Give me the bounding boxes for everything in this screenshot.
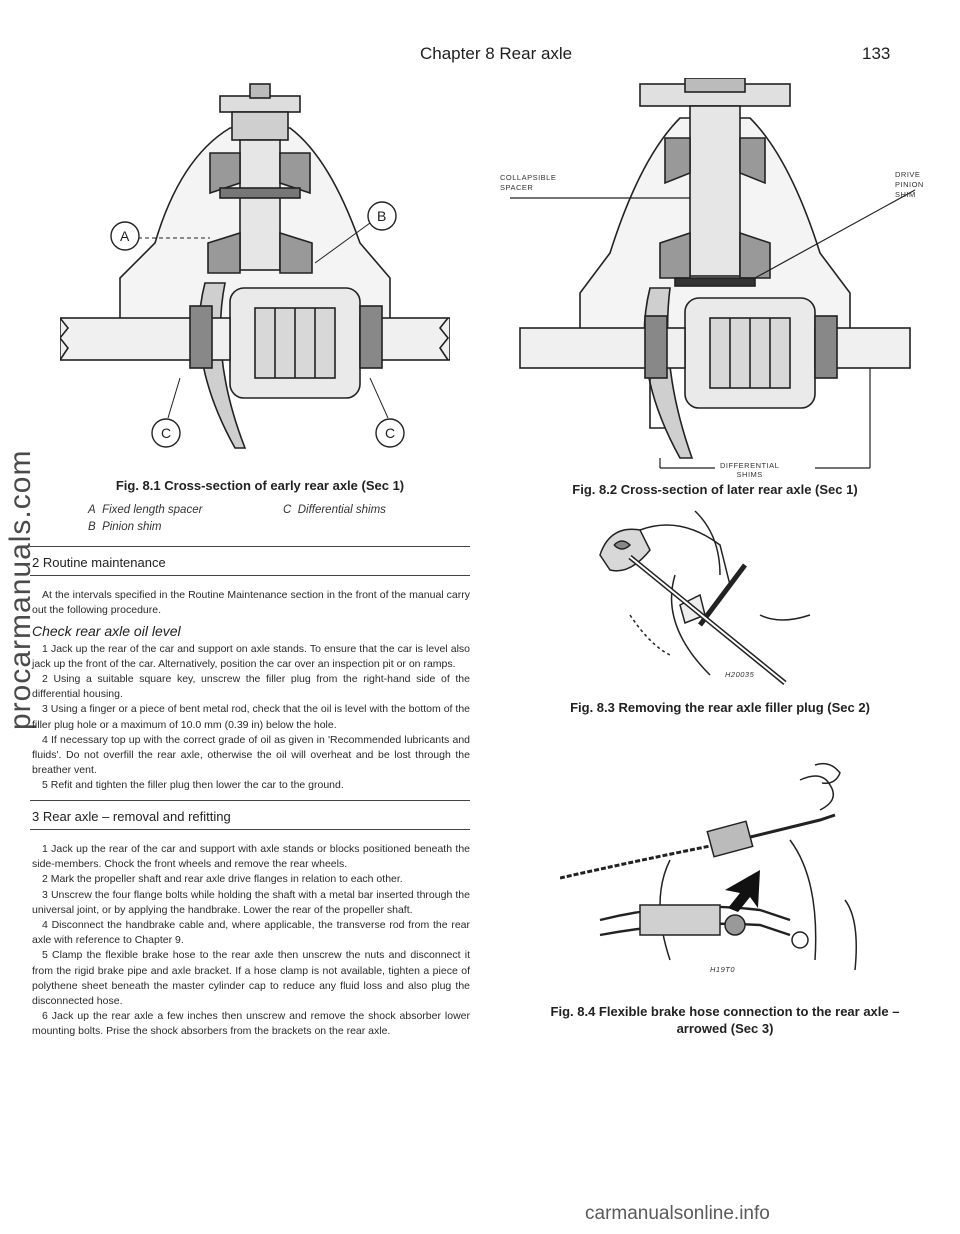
arrow-marker: [725, 870, 760, 912]
brake-hose-connection-drawing: [560, 760, 900, 980]
section-2-subhead: Check rear axle oil level: [32, 623, 181, 640]
section-3-step-6: 6 Jack up the rear axle a few inches then unscrew and remove the shock absorber lower mounting bolts. Prise the shock absorbers from the brackets on the rear axle.: [32, 1010, 470, 1038]
label-b: B: [377, 208, 387, 224]
label-differential-shims: DIFFERENTIAL SHIMS: [720, 461, 780, 479]
early-axle-cross-section-drawing: [60, 78, 450, 458]
label-a: A: [120, 228, 130, 244]
section-2-title: 2 Routine maintenance: [32, 555, 166, 570]
fig-8-4-ref: H19T0: [710, 965, 736, 974]
label-drive-pinion-shim: DRIVE PINION SHIM: [895, 170, 924, 199]
section-2-step-5: 5 Refit and tighten the filler plug then lower the car to the ground.: [42, 779, 344, 792]
fig-8-3-caption: Fig. 8.3 Removing the rear axle filler plug (Sec 2): [570, 700, 870, 715]
section-2-step-2: 2 Using a suitable square key, unscrew the filler plug from the right-hand side of the differential housing.: [32, 673, 470, 701]
section-3-step-2: 2 Mark the propeller shaft and rear axle drive flanges in relation to each other.: [42, 873, 403, 886]
figure-8-3: [570, 505, 870, 690]
section-2-bottom-rule: [30, 575, 470, 576]
label-c-right: C: [385, 425, 396, 441]
section-3-step-1: 1 Jack up the rear of the car and support with axle stands or blocks positioned beneath the side-members. Chock the front wheels and remove the rear wheels.: [32, 843, 470, 871]
figure-8-4: [560, 760, 900, 980]
fig-8-4-caption: Fig. 8.4 Flexible brake hose connection to the rear axle – arrowed (Sec 3): [550, 1004, 900, 1036]
section-2-intro: At the intervals specified in the Routine Maintenance section in the front of the manual carry out the following procedure.: [32, 589, 470, 617]
page-number: 133: [862, 44, 891, 63]
later-axle-cross-section-drawing: [500, 78, 930, 478]
section-2-step-4: 4 If necessary top up with the correct grade of oil as given in 'Recommended lubricants and fluids'. Do not overfill the rear axle, otherwise the oil will overheat and be lost through the breather vent.: [32, 733, 470, 777]
section-3-step-4: 4 Disconnect the handbrake cable and, where applicable, the transverse rod from the rear axle with reference to Chapter 9.: [32, 919, 470, 947]
section-3-step-5: 5 Clamp the flexible brake hose to the rear axle then unscrew the nuts and disconnect it from the rigid brake pipe and axle bracket. If a hose clamp is not available, tighten a piece of polythene sheet beneath the master cylinder cap to reduce any fluid loss and also plug the disconnected hose.: [32, 949, 470, 1008]
section-3-bottom-rule: [30, 829, 470, 830]
legend-item-c: C Differential shims: [283, 504, 386, 516]
section-2-body: [32, 588, 470, 794]
section-3-step-3: 3 Unscrew the four flange bolts while holding the shaft with a metal bar inserted through the universal joint, or by applying the handbrake. Lower the rear of the propeller shaft.: [32, 888, 470, 916]
section-3-title: 3 Rear axle – removal and refitting: [32, 809, 231, 824]
page-header: [0, 44, 960, 74]
section-2-step-3: 3 Using a finger or a piece of bent metal rod, check that the oil is level with the bottom of the filler plug hole or a maximum of 10.0 mm (0.39 in) below the hole.: [32, 703, 470, 731]
section-2-step-1: 1 Jack up the rear of the car and support on axle stands. To ensure that the car is level also jack up the front of the car. Alternatively, position the car over an inspection pit or on ramps.: [32, 642, 470, 670]
chapter-title: Chapter 8 Rear axle: [420, 44, 573, 63]
figure-8-2: [500, 78, 930, 478]
legend-item-a: A Fixed length spacer: [88, 504, 203, 516]
filler-plug-removal-drawing: [570, 505, 870, 690]
section-3-top-rule: [30, 800, 470, 801]
legend-item-b: B Pinion shim: [88, 521, 162, 533]
fig-8-1-caption: Fig. 8.1 Cross-section of early rear axle (Sec 1): [115, 478, 405, 493]
fig-8-3-ref: H20035: [725, 670, 755, 679]
label-c-left: C: [161, 425, 172, 441]
side-watermark: procarmanuals.com: [4, 449, 37, 730]
label-collapsible-spacer: COLLAPSIBLE SPACER: [500, 173, 557, 192]
fig-8-2-caption: Fig. 8.2 Cross-section of later rear axle (Sec 1): [572, 482, 858, 497]
figure-8-1: [60, 78, 450, 458]
section-3-body: [32, 842, 470, 1040]
section-2-top-rule: [30, 546, 470, 547]
bottom-watermark: carmanualsonline.info: [585, 1203, 770, 1224]
